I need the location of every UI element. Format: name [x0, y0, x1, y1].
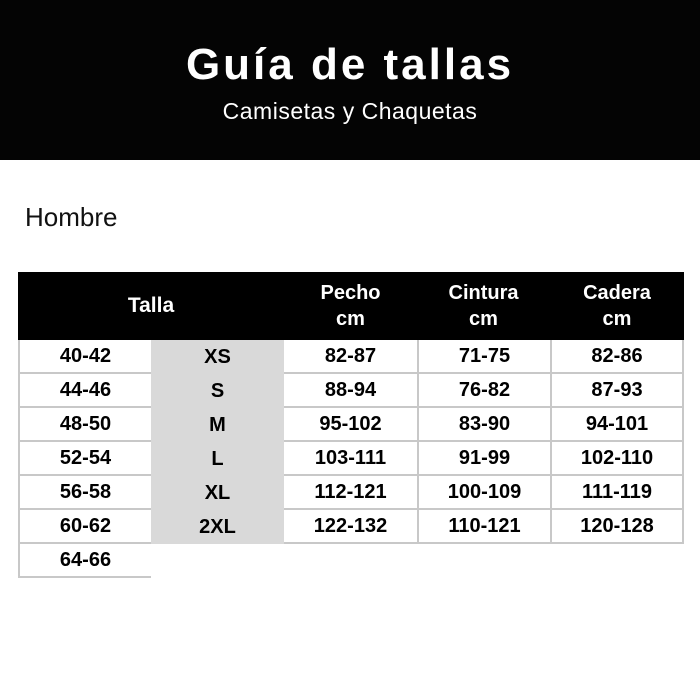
header-cell-cintura: [417, 272, 550, 340]
cell-cintura: 83-90: [417, 408, 550, 442]
cell-talla-num: 64-66: [18, 544, 151, 578]
header-cell-talla: [18, 272, 284, 340]
header-pecho-label: Pecho: [320, 282, 381, 304]
cell-talla-letra: XS: [151, 340, 284, 374]
cell-pecho: 82-87: [284, 340, 417, 374]
header-banner: [0, 0, 700, 160]
cell-cadera: 87-93: [550, 374, 684, 408]
cell-talla-num: 52-54: [18, 442, 151, 476]
cell-talla-num: 60-62: [18, 510, 151, 544]
table-header-row: [18, 272, 684, 340]
cell-cintura: 71-75: [417, 340, 550, 374]
cell-cintura: 76-82: [417, 374, 550, 408]
page-title: Guía de tallas: [185, 40, 515, 89]
cell-talla-letra: S: [151, 374, 284, 408]
cell-pecho: 95-102: [284, 408, 417, 442]
cell-talla-num: 48-50: [18, 408, 151, 442]
cell-cadera: 111-119: [550, 476, 684, 510]
cell-pecho: 122-132: [284, 510, 417, 544]
section-label-hombre: Hombre: [25, 202, 118, 232]
header-cell-cadera: [550, 272, 684, 340]
cell-cadera: 102-110: [550, 442, 684, 476]
cell-talla-letra: M: [151, 408, 284, 442]
header-cadera-label: Cadera: [583, 282, 651, 304]
cell-cintura: 110-121: [417, 510, 550, 544]
size-guide-table: [18, 272, 684, 578]
cell-cadera: 82-86: [550, 340, 684, 374]
cell-talla-num: 40-42: [18, 340, 151, 374]
cell-cadera: 94-101: [550, 408, 684, 442]
table-body: [18, 340, 684, 578]
cell-pecho: 112-121: [284, 476, 417, 510]
header-cintura-unit: cm: [469, 308, 498, 330]
cell-pecho: 88-94: [284, 374, 417, 408]
cell-talla-num: 44-46: [18, 374, 151, 408]
header-cintura-label: Cintura: [448, 282, 519, 304]
header-cadera-unit: cm: [602, 308, 632, 330]
header-talla-label: Talla: [127, 294, 175, 317]
cell-pecho: 103-111: [284, 442, 417, 476]
cell-talla-letra: XL: [151, 476, 284, 510]
page-subtitle: Camisetas y Chaquetas: [222, 98, 478, 124]
header-cell-pecho: [284, 272, 417, 340]
cell-talla-num: 56-58: [18, 476, 151, 510]
cell-talla-letra: L: [151, 442, 284, 476]
cell-cadera: 120-128: [550, 510, 684, 544]
cell-cintura: 100-109: [417, 476, 550, 510]
cell-talla-letra: 2XL: [151, 510, 284, 544]
header-pecho-unit: cm: [336, 308, 365, 330]
cell-cintura: 91-99: [417, 442, 550, 476]
